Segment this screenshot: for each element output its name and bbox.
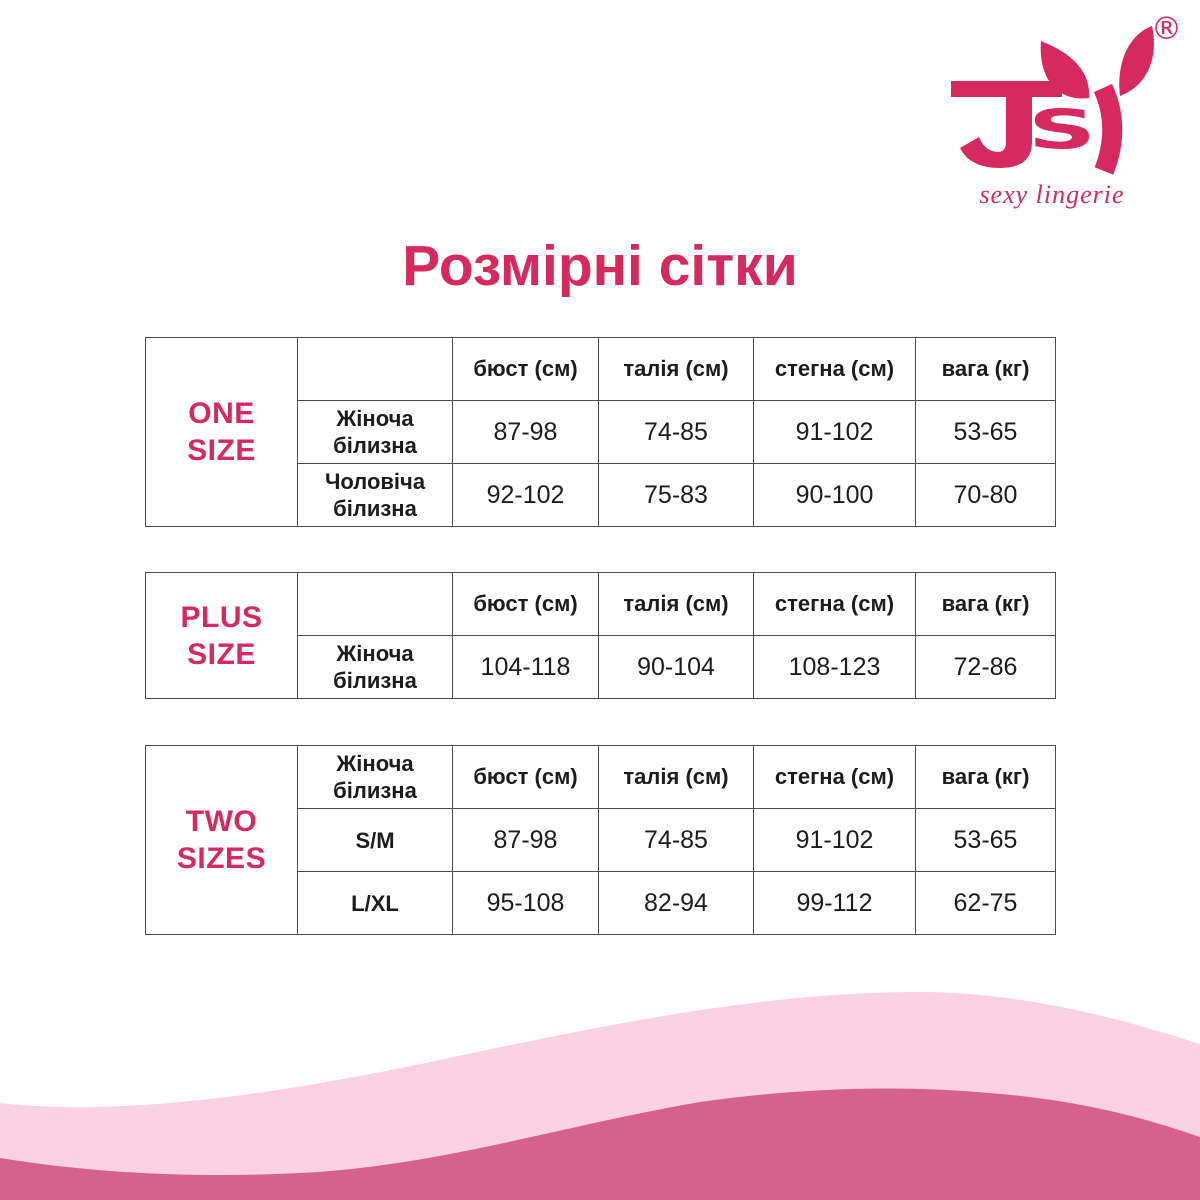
row-label: Жіноча білизна xyxy=(298,636,453,699)
logo-tagline: sexy lingerie xyxy=(979,180,1125,209)
row-label: Чоловіча білизна xyxy=(298,464,453,527)
corner-cell: Жіноча білизна xyxy=(298,746,453,809)
value-cell: 72-86 xyxy=(916,636,1056,699)
value-cell: 104-118 xyxy=(453,636,599,699)
corner-cell xyxy=(298,338,453,401)
value-cell: 75-83 xyxy=(599,464,754,527)
table-label-two-sizes: TWO SIZES xyxy=(146,746,298,935)
header-row xyxy=(146,573,1056,636)
value-cell: 70-80 xyxy=(916,464,1056,527)
value-cell: 53-65 xyxy=(916,401,1056,464)
value-cell: 90-100 xyxy=(754,464,916,527)
row-label: S/M xyxy=(298,809,453,872)
jsy-logo xyxy=(944,11,1182,210)
col-header-waist: талія (см) xyxy=(599,338,754,401)
value-cell: 74-85 xyxy=(599,809,754,872)
table-label-plus-size: PLUS SIZE xyxy=(146,573,298,699)
col-header-hips: стегна (см) xyxy=(754,338,916,401)
size-table-one-size xyxy=(145,337,1056,527)
corner-cell xyxy=(298,573,453,636)
value-cell: 74-85 xyxy=(599,401,754,464)
size-table-two-sizes xyxy=(145,745,1056,935)
value-cell: 53-65 xyxy=(916,809,1056,872)
value-cell: 99-112 xyxy=(754,872,916,935)
value-cell: 95-108 xyxy=(453,872,599,935)
logo-leaf-right-icon xyxy=(1119,26,1154,96)
col-header-hips: стегна (см) xyxy=(754,746,916,809)
value-cell: 82-94 xyxy=(599,872,754,935)
logo-letter-s: S xyxy=(1028,98,1096,161)
logo-letter-y-stem xyxy=(1103,88,1112,171)
value-cell: 92-102 xyxy=(453,464,599,527)
size-table-plus-size xyxy=(145,572,1056,699)
row-label: L/XL xyxy=(298,872,453,935)
col-header-bust: бюст (см) xyxy=(453,338,599,401)
value-cell: 62-75 xyxy=(916,872,1056,935)
col-header-hips: стегна (см) xyxy=(754,573,916,636)
value-cell: 91-102 xyxy=(754,401,916,464)
value-cell: 87-98 xyxy=(453,809,599,872)
col-header-bust: бюст (см) xyxy=(453,573,599,636)
col-header-bust: бюст (см) xyxy=(453,746,599,809)
value-cell: 87-98 xyxy=(453,401,599,464)
jsy-logo-mark xyxy=(944,24,1174,176)
value-cell: 90-104 xyxy=(599,636,754,699)
row-label: Жіноча білизна xyxy=(298,401,453,464)
col-header-weight: вага (кг) xyxy=(916,746,1056,809)
value-cell: 91-102 xyxy=(754,809,916,872)
header-row xyxy=(146,746,1056,809)
col-header-weight: вага (кг) xyxy=(916,573,1056,636)
registered-trademark-icon: ® xyxy=(1151,11,1182,47)
value-cell: 108-123 xyxy=(754,636,916,699)
col-header-waist: талія (см) xyxy=(599,746,754,809)
page-title: Розмірні сітки xyxy=(402,234,798,298)
col-header-weight: вага (кг) xyxy=(916,338,1056,401)
table-label-one-size: ONE SIZE xyxy=(146,338,298,527)
decorative-waves xyxy=(0,940,1200,1200)
header-row xyxy=(146,338,1056,401)
col-header-waist: талія (см) xyxy=(599,573,754,636)
